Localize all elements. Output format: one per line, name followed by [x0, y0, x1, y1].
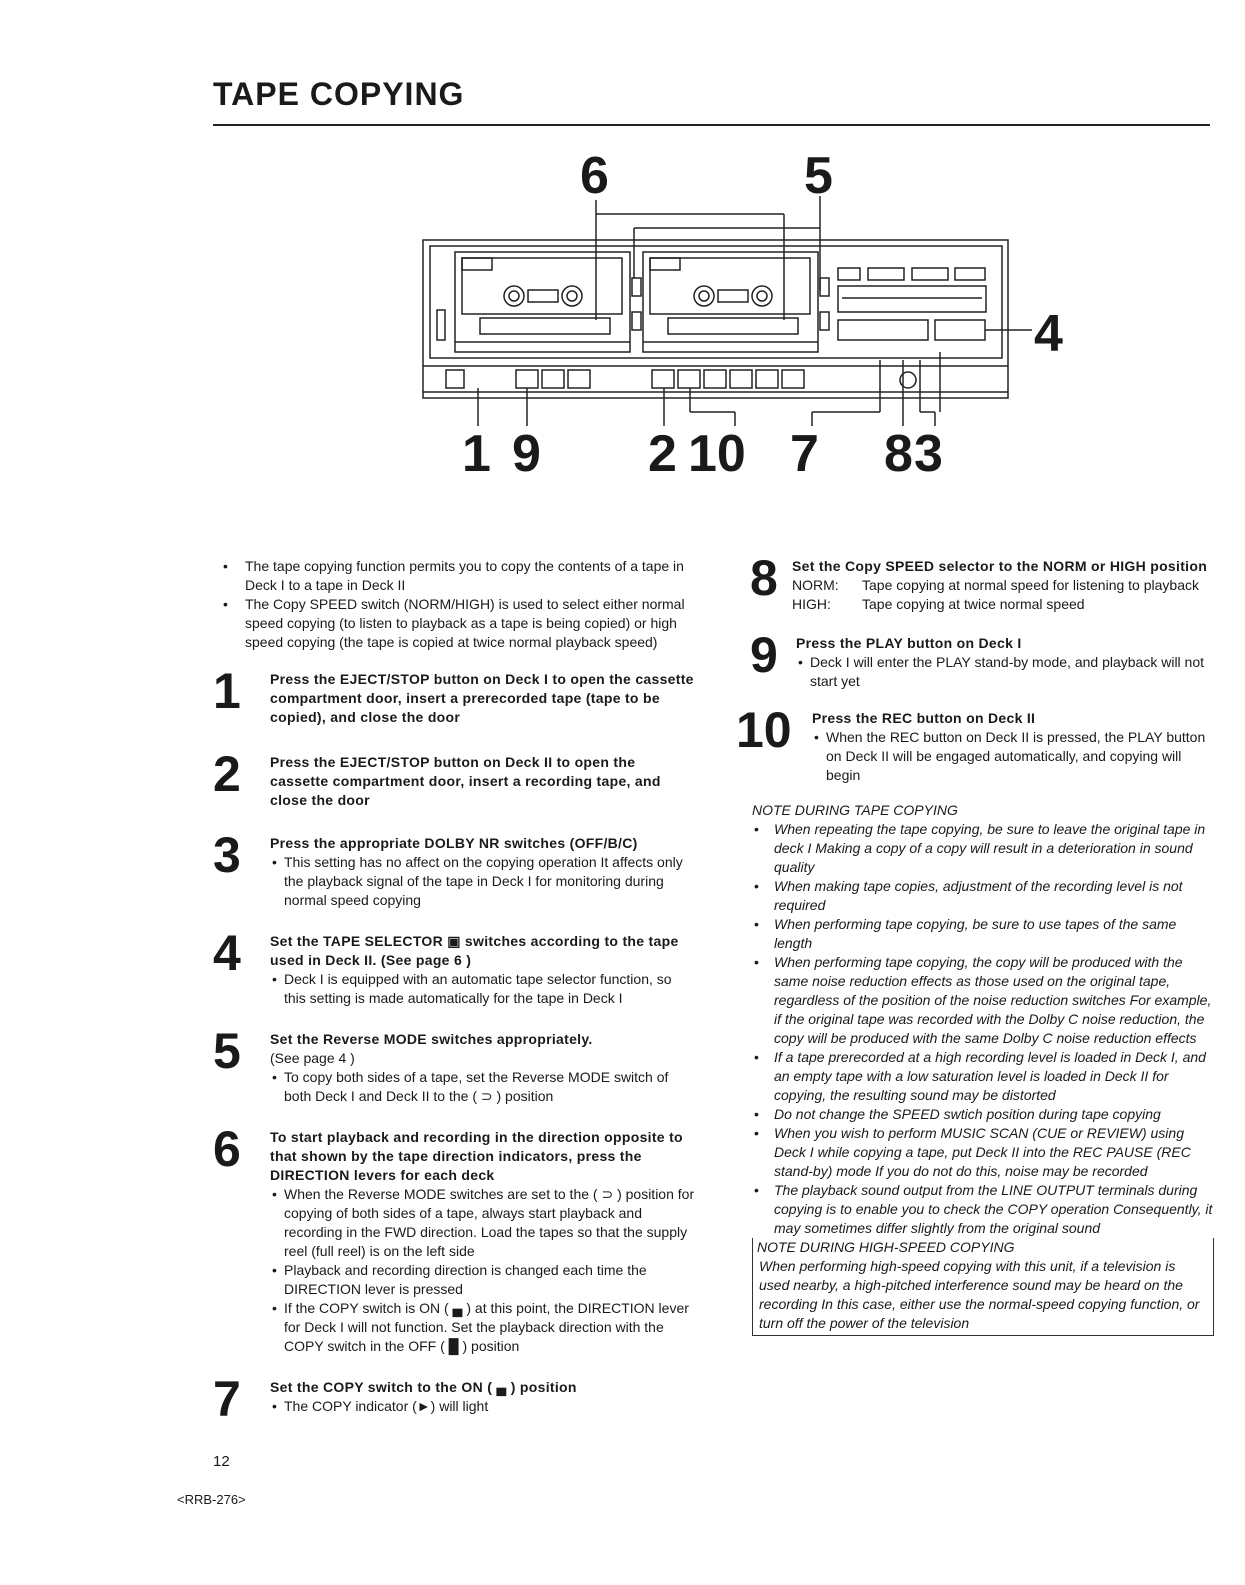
callout-8: 8 — [884, 425, 913, 483]
step-detail: • The COPY indicator (►) will light — [270, 1397, 695, 1416]
step-detail: • When the Reverse MODE switches are set to the ( ⊃ ) position for copying of both sides of a tape, always start playback and recording in the FWD direction. Load the tapes so that the supply reel (full reel) is on the left side — [270, 1185, 695, 1261]
step-7 — [213, 1371, 695, 1427]
step-detail: • When the REC button on Deck II is pressed, the PLAY button on Deck II will be engaged automatically, and copying will begin — [812, 728, 1214, 785]
step-detail: • This setting has no affect on the copying operation It affects only the playback signal of the tape in Deck I for monitoring during normal speed copying — [270, 853, 695, 910]
note-item: • When making tape copies, adjustment of the recording level is not required — [752, 877, 1214, 915]
step-detail: • If the COPY switch is ON ( ▄ ) at this point, the DIRECTION lever for Deck I will not function. Set the playback direction with the COPY switch in the OFF ( █ ) position — [270, 1299, 695, 1356]
def-desc: Tape copying at normal speed for listening to playback — [862, 577, 1199, 593]
step-heading: Press the EJECT/STOP button on Deck II to open the cassette compartment door, insert a recording tape, and close the door — [270, 754, 661, 808]
step-detail: • Playback and recording direction is changed each time the DIRECTION lever is pressed — [270, 1261, 695, 1299]
note-highspeed-heading: NOTE DURING HIGH-SPEED COPYING — [757, 1239, 1015, 1255]
note-copying-list — [752, 820, 1214, 1238]
callout-6: 6 — [580, 147, 609, 205]
callout-1: 1 — [462, 425, 491, 483]
document-code: <RRB-276> — [177, 1492, 246, 1507]
step-detail: • Deck I is equipped with an automatic tape selector function, so this setting is made automatically for the tape in Deck I — [270, 970, 695, 1008]
note-item: • Do not change the SPEED swtich position during tape copying — [752, 1105, 1214, 1124]
callout-9: 9 — [512, 425, 541, 483]
intro-bullets — [215, 557, 695, 652]
step-number: 8 — [750, 550, 778, 606]
step-heading: Set the Copy SPEED selector to the NORM or HIGH position — [792, 558, 1208, 574]
callout-10: 10 — [688, 425, 746, 483]
step-number: 2 — [213, 746, 241, 802]
note-item: • When performing tape copying, the copy will be produced with the same noise reduction effects as those used on the original tape, regardless of the position of the noise reduction switches For example, if the original tape was recorded with the Dolby C noise reduction, the copy will be produced with the same Dolby C noise reduction effects — [752, 953, 1214, 1048]
note-highspeed-box — [752, 1238, 1214, 1336]
step-detail: • To copy both sides of a tape, set the Reverse MODE switch of both Deck I and Deck II to the ( ⊃ ) position — [270, 1068, 695, 1106]
step-4 — [213, 925, 695, 1008]
step-3 — [213, 827, 695, 910]
step-number: 5 — [213, 1023, 241, 1079]
left-column — [215, 557, 695, 1432]
step-number: 7 — [213, 1371, 241, 1427]
step-number: 1 — [213, 663, 241, 719]
step-6 — [213, 1121, 695, 1356]
page-title: TAPE COPYING — [213, 76, 465, 112]
step-5 — [213, 1023, 695, 1106]
callout-5: 5 — [804, 147, 833, 205]
step-number: 10 — [736, 702, 792, 758]
callout-3: 3 — [914, 425, 943, 483]
speed-def-norm — [792, 576, 1214, 595]
page-number: 12 — [213, 1453, 230, 1470]
note-copying-heading: NOTE DURING TAPE COPYING — [752, 802, 958, 818]
note-item: • When performing tape copying, be sure to use tapes of the same length — [752, 915, 1214, 953]
cassette-deck-diagram — [0, 0, 1245, 500]
callout-2: 2 — [648, 425, 677, 483]
def-desc: Tape copying at twice normal speed — [862, 596, 1085, 612]
step-9 — [750, 627, 1214, 691]
note-item: • The playback sound output from the LINE OUTPUT terminals during copying is to enable you to check the COPY operation Consequently, it may sometimes differ slightly from the original sound — [752, 1181, 1214, 1238]
def-term: NORM: — [792, 577, 839, 593]
note-item: • When you wish to perform MUSIC SCAN (CUE or REVIEW) using Deck I while copying a tape, put Deck II into the REC PAUSE (REC stand-by) mode If you do not do this, noise may be recorded — [752, 1124, 1214, 1181]
note-item: • If a tape prerecorded at a high recording level is loaded in Deck I, and an empty tape with a low saturation level is loaded in Deck II for copying, the resulting sound may be distorted — [752, 1048, 1214, 1105]
step-heading: Set the Reverse MODE switches appropriately. — [270, 1031, 593, 1047]
note-highspeed-text: When performing high-speed copying with this unit, if a television is used nearby, a high-pitched interference sound may be heard on the recording In this case, either use the normal-speed copying function, or turn off the power of the television — [759, 1258, 1200, 1331]
step-heading: Press the EJECT/STOP button on Deck I to open the cassette compartment door, insert a prerecorded tape (tape to be copied), and close the door — [270, 671, 694, 725]
intro-bullet: • The tape copying function permits you to copy the contents of a tape in Deck I to a tape in Deck II — [215, 557, 695, 595]
step-heading: Press the appropriate DOLBY NR switches (OFF/B/C) — [270, 835, 638, 851]
step-number: 4 — [213, 925, 241, 981]
callout-7: 7 — [790, 425, 819, 483]
step-heading: Set the TAPE SELECTOR ▣ switches according to the tape used in Deck II. (See page 6 ) — [270, 933, 679, 968]
step-number: 6 — [213, 1121, 241, 1177]
callout-4: 4 — [1034, 305, 1063, 363]
step-heading: To start playback and recording in the direction opposite to that shown by the tape direction indicators, press the DIRECTION levers for each deck — [270, 1129, 683, 1183]
def-term: HIGH: — [792, 596, 831, 612]
step-detail: • Deck I will enter the PLAY stand-by mode, and playback will not start yet — [796, 653, 1214, 691]
step-number: 9 — [750, 627, 778, 683]
step-reference: (See page 4 ) — [270, 1050, 355, 1066]
step-2 — [213, 746, 695, 810]
right-column — [736, 550, 1214, 1336]
step-heading: Set the COPY switch to the ON ( ▄ ) position — [270, 1379, 577, 1395]
step-heading: Press the REC button on Deck II — [812, 710, 1036, 726]
intro-bullet: • The Copy SPEED switch (NORM/HIGH) is used to select either normal speed copying (to listen to playback as a tape is being copied) or high speed copying (the tape is copied at twice normal playback speed) — [215, 595, 695, 652]
step-number: 3 — [213, 827, 241, 883]
step-10 — [736, 702, 1214, 785]
step-1 — [213, 663, 695, 727]
speed-def-high — [792, 595, 1214, 614]
note-item: • When repeating the tape copying, be sure to leave the original tape in deck I Making a copy of a copy will result in a deterioration in sound quality — [752, 820, 1214, 877]
step-heading: Press the PLAY button on Deck I — [796, 635, 1022, 651]
step-8 — [750, 550, 1214, 614]
